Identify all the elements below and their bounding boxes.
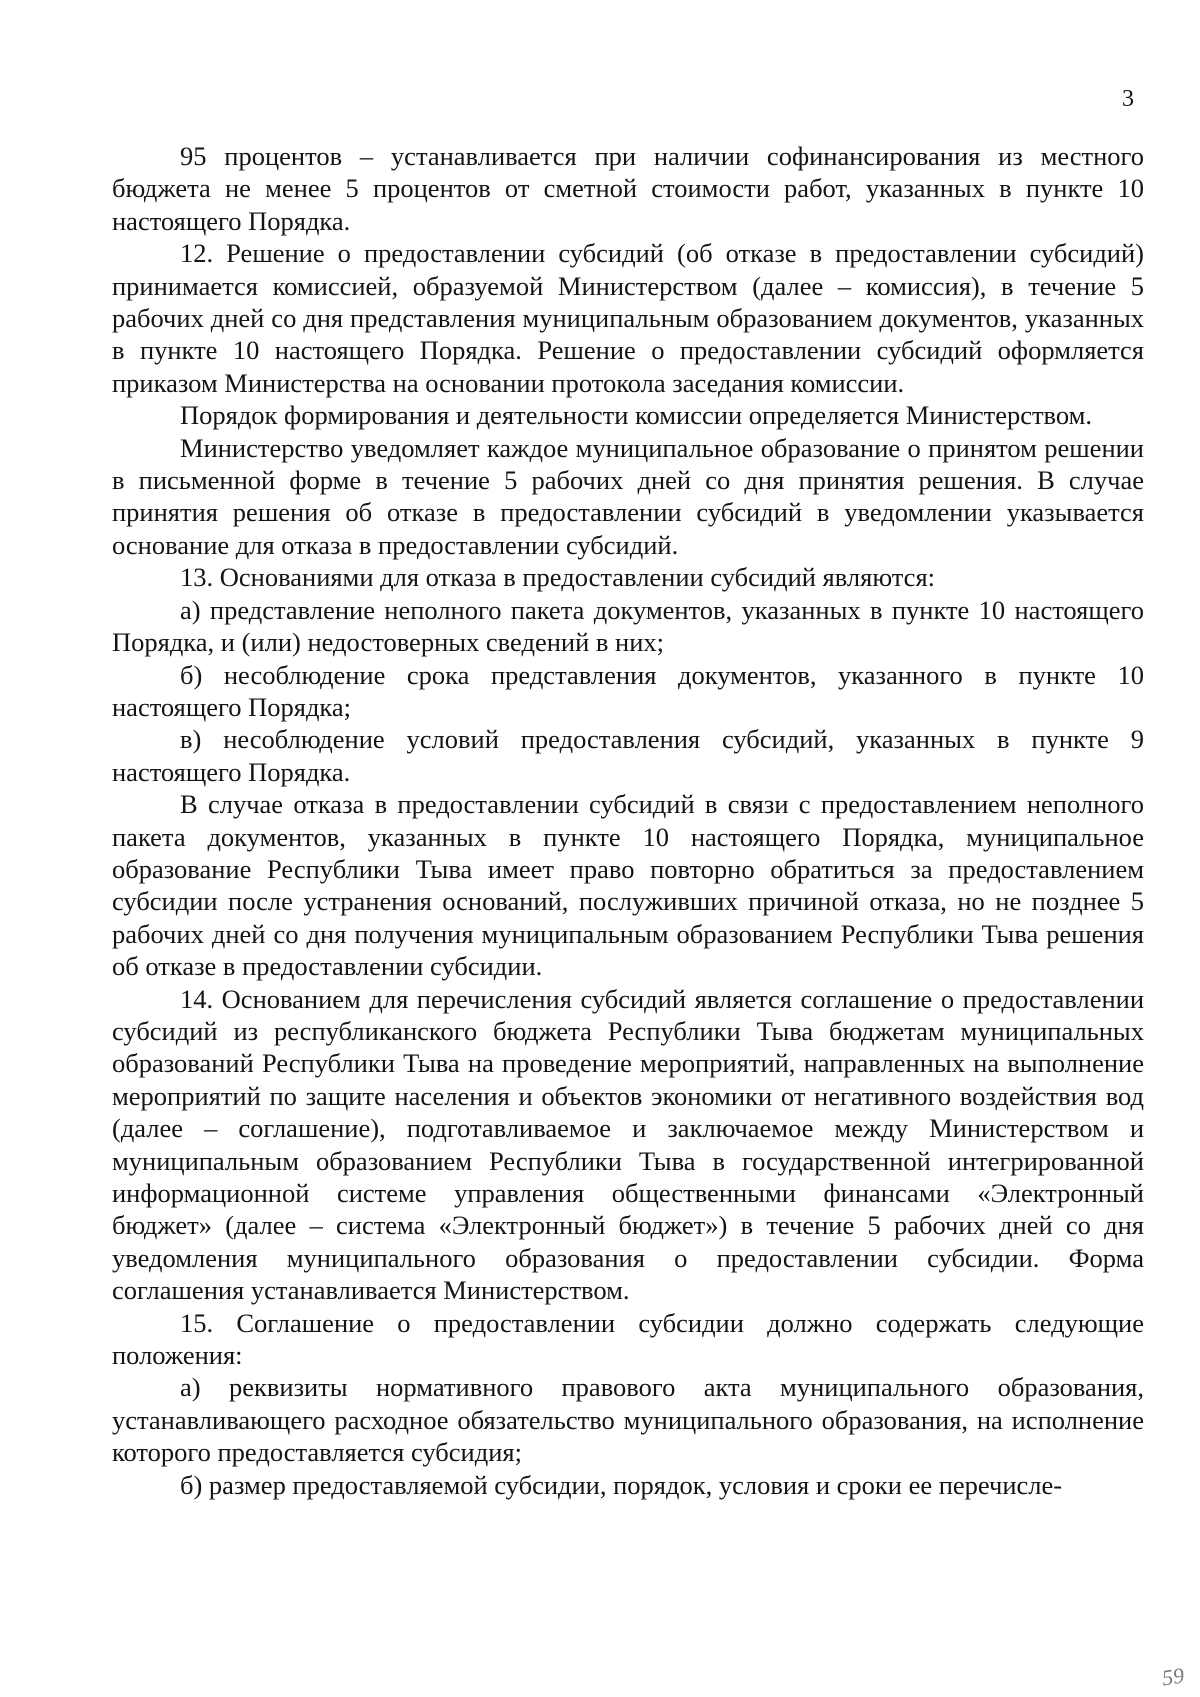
paragraph-15: 15. Соглашение о предоставлении субсидии должно содержать следующие положения:: [112, 1307, 1144, 1371]
page-number: 3: [1122, 86, 1134, 112]
paragraph-13v: в) несоблюдение условий предоставления субсидий, указанных в пункте 9 настоящего Порядка.: [112, 724, 1144, 787]
paragraph-13b: б) несоблюдение срока представления документов, указанного в пункте 10 настоящего Порядка;: [112, 659, 1144, 722]
paragraph-15a: а) реквизиты нормативного правового акта муниципального образования, устанавливающего расходное обязательство муниципального образования, на исполнение которого предоставляется субсидия;: [112, 1372, 1144, 1468]
paragraph-13: 13. Основаниями для отказа в предоставлении субсидий являются:: [180, 562, 935, 593]
paragraph-12: 12. Решение о предоставлении субсидий (об отказе в предоставлении субсидий) принимается комиссией, образуемой Министерством (далее – комиссия), в течение 5 рабочих дней со дня представления муниципальным образованием документов, указанных в пункте 10 настоящего Порядка. Решение о предоставлении субсидий оформляется приказом Министерства на основании протокола заседания комиссии.: [112, 238, 1144, 398]
paragraph-13a: а) представление неполного пакета документов, указанных в пункте 10 настоящего Порядка, и (или) недостоверных сведений в них;: [112, 594, 1144, 658]
document-body: [112, 140, 1144, 1501]
handwritten-page-mark: 59: [1160, 1662, 1186, 1691]
paragraph-14: 14. Основанием для перечисления субсидий является соглашение о предоставлении субсидий из республиканского бюджета Республики Тыва бюджетам муниципальных образований Республики Тыва на проведение мероприятий, направленных на выполнение мероприятий по защите населения и объектов экономики от негативного воздействия вод (далее – соглашение), подготавливаемое и заключаемое между Министерством и муниципальным образованием Республики Тыва в государственной интегрированной информационной системе управления общественными финансами «Электронный бюджет» (далее – система «Электронный бюджет») в течение 5 рабочих дней со дня уведомления муниципального образования о предоставлении субсидии. Форма соглашения устанавливается Министерством.: [112, 983, 1144, 1306]
paragraph-refusal-resubmission: В случае отказа в предоставлении субсидий в связи с предоставлением неполного пакета документов, указанных в пункте 10 настоящего Порядка, муниципальное образование Республики Тыва имеет право повторно обратиться за предоставлением субсидии после устранения оснований, послуживших причиной отказа, но не позднее 5 рабочих дней со дня получения муниципальным образованием Республики Тыва решения об отказе в предоставлении субсидии.: [112, 789, 1144, 982]
paragraph-11-continuation: 95 процентов – устанавливается при наличии софинансирования из местного бюджета не менее 5 процентов от сметной стоимости работ, указанных в пункте 10 настоящего Порядка.: [112, 141, 1144, 236]
paragraph-15b: б) размер предоставляемой субсидии, порядок, условия и сроки ее перечисле-: [180, 1469, 1063, 1500]
paragraph-commission-procedure: Порядок формирования и деятельности комиссии определяется Министерством.: [180, 400, 1093, 431]
paragraph-notification: Министерство уведомляет каждое муниципальное образование о принятом решении в письменной форме в течение 5 рабочих дней со дня принятия решения. В случае принятия решения об отказе в предоставлении субсидий в уведомлении указывается основание для отказа в предоставлении субсидий.: [112, 432, 1144, 560]
